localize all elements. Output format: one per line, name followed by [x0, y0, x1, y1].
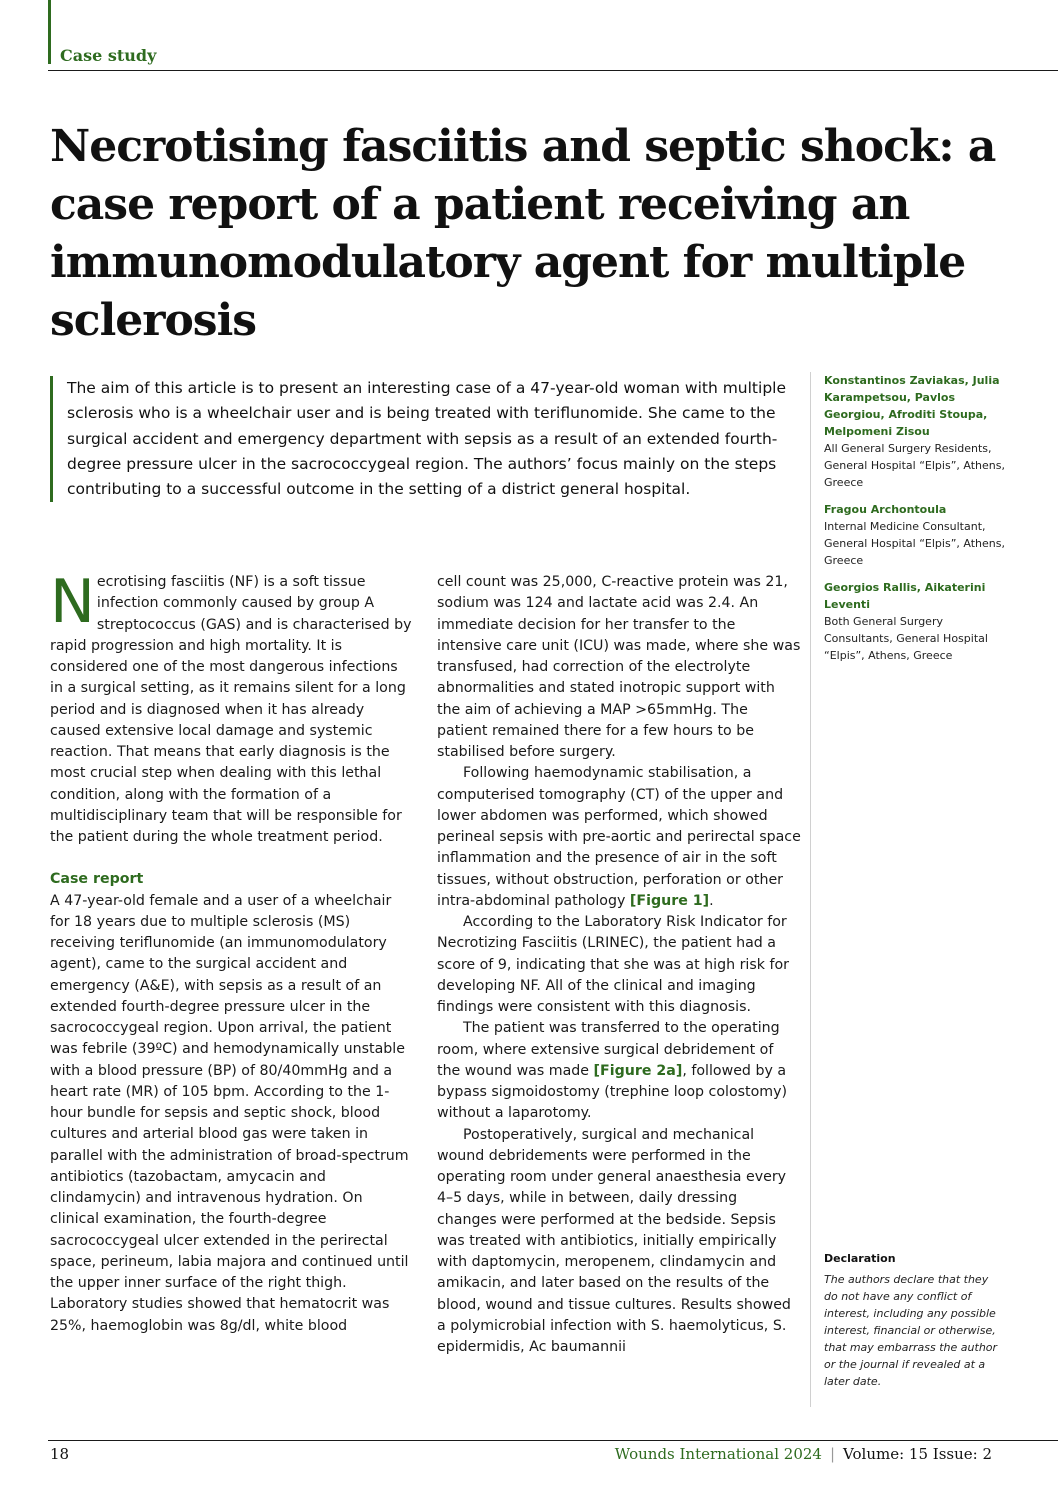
- declaration-heading: Declaration: [824, 1252, 896, 1265]
- body-column-2: [437, 572, 801, 1358]
- declaration-text: The authors declare that they do not have any conflict of interest, including any possible interest, financial or otherwise, that may embarrass the author or the journal if revealed at a later date.: [824, 1273, 998, 1388]
- declaration-box: [824, 1250, 1004, 1390]
- sidebar-divider: [810, 372, 811, 1407]
- author-names: Fragou Archontoula: [824, 503, 947, 516]
- footer-rule: [48, 1440, 1058, 1441]
- footer-citation: [615, 1445, 992, 1463]
- drop-cap: N: [50, 567, 95, 637]
- body-paragraph: According to the Laboratory Risk Indicator for Necrotizing Fasciitis (LRINEC), the patient had a score of 9, indicating that she was at high risk for developing NF. All of the clinical and imaging findings were consistent with this diagnosis.: [437, 914, 789, 1015]
- author-group: [824, 579, 1014, 664]
- journal-issue: Volume: 15 Issue: 2: [843, 1445, 992, 1463]
- case-report-heading: Case report: [50, 871, 144, 888]
- author-group: [824, 372, 1014, 491]
- section-label: Case study: [60, 46, 157, 65]
- case-paragraph: A 47-year-old female and a user of a wheelchair for 18 years due to multiple sclerosis (MS) receiving teriflunomide (an immunomodulatory agent), came to the surgical accident and emergency (A&E), with sepsis as a result of an extended fourth-degree pressure ulcer in the sacrococcygeal region. Upon arrival, the patient was febrile (39ºC) and hemodynamically unstable with a blood pressure (BP) of 80/40mmHg and a heart rate (MR) of 105 bpm. According to the 1-hour bundle for sepsis and septic shock, blood cultures and arterial blood gas were taken in parallel with the administration of broad-spectrum antibiotics (tazobactam, amycacin and clindamycin) and intravenous hydration. On clinical examination, the fourth-degree sacrococcygeal ulcer extended in the perirectal space, perineum, labia majora and continued until the upper inner surface of the right thigh. Laboratory studies showed that hematocrit was 25%, haemoglobin was 8g/dl, white blood: [50, 892, 409, 1334]
- body-text: The patient was transferred to the operating room, where extensive surgical debridement of the wound was made: [437, 1020, 780, 1079]
- body-paragraph: Postoperatively, surgical and mechanical wound debridements were performed in the operating room under general anaesthesia every 4–5 days, while in between, daily dressing changes were performed at the bedside. Sepsis was treated with antibiotics, initially empirically with daptomycin, meropenem, clindamycin and amikacin, and later based on the results of the blood, wound and tissue cultures. Results showed a polymicrobial infection with S. haemolyticus, S. epidermidis, Ac baumannii: [437, 1126, 791, 1355]
- body-paragraph: [437, 763, 801, 912]
- author-affiliation: Both General Surgery Consultants, General Hospital “Elpis”, Athens, Greece: [824, 615, 988, 662]
- author-affiliation: All General Surgery Residents, General Hospital “Elpis”, Athens, Greece: [824, 442, 1005, 489]
- body-text: Following haemodynamic stabilisation, a computerised tomography (CT) of the upper and lower abdomen was performed, which showed perineal sepsis with pre-aortic and perirectal space inflammation and the presence of air in the soft tissues, without obstruction, perforation or other intra-abdominal pathology: [437, 765, 801, 909]
- body-text: , followed by a bypass sigmoidostomy (trephine loop colostomy) without a laparotomy.: [437, 1062, 788, 1122]
- figure-2a-link[interactable]: [Figure 2a]: [593, 1062, 683, 1079]
- page-number: 18: [50, 1445, 70, 1463]
- intro-paragraph: [50, 567, 414, 848]
- footer-separator: |: [829, 1445, 836, 1463]
- article-title: Necrotising fasciitis and septic shock: a case report of a patient receiving an immunomodulatory agent for multiple sclerosis: [50, 121, 996, 346]
- body-paragraph: [437, 1018, 801, 1124]
- abstract: The aim of this article is to present an interesting case of a 47-year-old woman with multiple sclerosis who is a wheelchair user and is being treated with teriflunomide. She came to the surgical accident and emergency department with sepsis as a result of an extended fourth-degree pressure ulcer in the sacrococcygeal region. The authors’ focus mainly on the steps contributing to a successful outcome in the setting of a district general hospital.: [50, 376, 802, 502]
- figure-1-link[interactable]: [Figure 1]: [629, 892, 710, 909]
- body-paragraph: cell count was 25,000, C-reactive protein was 21, sodium was 124 and lactate acid was 2.4. An immediate decision for her transfer to the intensive care unit (ICU) was made, where she was transfused, had correction of the electrolyte abnormalities and stated inotropic support with the aim of achieving a MAP >65mmHg. The patient remained there for a few hours to be stabilised before surgery.: [437, 574, 801, 760]
- section-accent-bar: [48, 0, 51, 64]
- intro-text: ecrotising fasciitis (NF) is a soft tissue infection commonly caused by group A streptococcus (GAS) and is characterised by rapid progression and high mortality. It is considered one of the most dangerous infections in a surgical setting, as it remains silent for a long period and is diagnosed when it has already caused extensive local damage and systemic reaction. That means that early diagnosis is the most crucial step when dealing with this lethal condition, along with the formation of a multidisciplinary team that will be responsible for the patient during the whole treatment period.: [50, 574, 412, 845]
- header-rule: [48, 70, 1058, 71]
- author-names: Konstantinos Zaviakas, Julia Karampetsou, Pavlos Georgiou, Afroditi Stoupa, Melpomeni Zisou: [824, 374, 1000, 438]
- body-column-1: [50, 567, 414, 1337]
- author-names: Georgios Rallis, Aikaterini Leventi: [824, 581, 986, 611]
- author-affiliation: Internal Medicine Consultant, General Hospital “Elpis”, Athens, Greece: [824, 520, 1005, 567]
- body-text: .: [709, 892, 714, 909]
- author-group: [824, 501, 1014, 569]
- journal-name: Wounds International 2024: [614, 1445, 822, 1463]
- author-sidebar: [824, 372, 1014, 674]
